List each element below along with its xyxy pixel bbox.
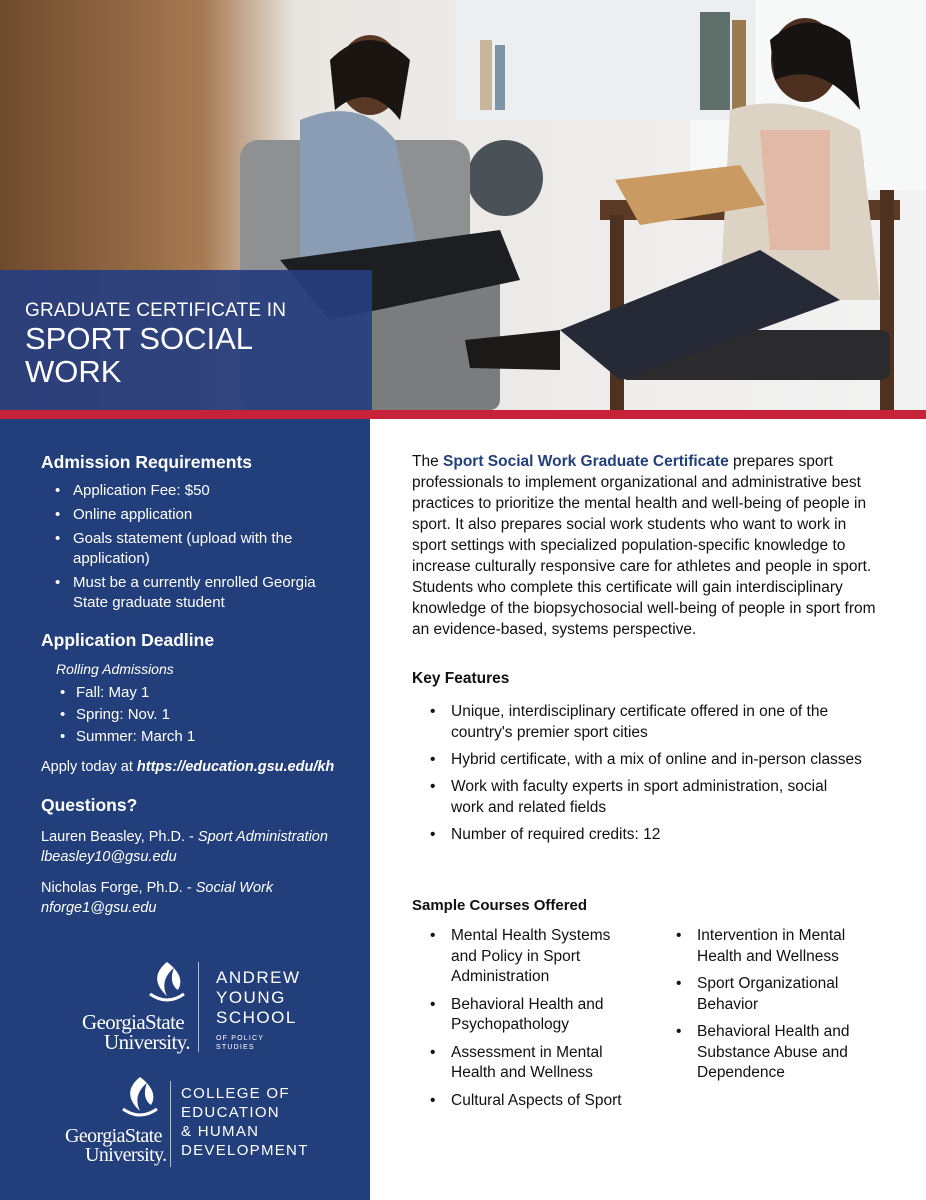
deadline-section <box>41 630 341 749</box>
admission-heading: Admission Requirements <box>41 452 253 472</box>
contact-name: Lauren Beasley, Ph.D. - <box>41 829 198 845</box>
list-item: • Sport Organizational Behavior <box>658 974 873 1015</box>
flame-icon <box>142 960 192 1006</box>
sample-courses-heading: Sample Courses Offered <box>412 897 588 914</box>
contact-email[interactable]: nforge1@gsu.edu <box>41 900 157 916</box>
college-of-education-logo <box>65 1075 325 1175</box>
list-item: • Mental Health Systems and Policy in Sport Administration <box>412 926 637 988</box>
contact-dept: Sport Administration <box>197 829 328 845</box>
contact-email[interactable]: lbeasley10@gsu.edu <box>41 849 177 865</box>
contact-beasley <box>41 827 341 867</box>
list-item: • Summer: March 1 <box>41 727 341 747</box>
intro-highlight: Sport Social Work Graduate Certificate <box>443 453 729 470</box>
list-item: • Application Fee: $50 <box>41 481 341 501</box>
school-sub-line: STUDIES <box>216 1044 255 1051</box>
list-item: • Intervention in Mental Health and Wellness <box>658 926 873 967</box>
list-item: • Online application <box>41 505 341 525</box>
title-pretitle: GRADUATE CERTIFICATE IN <box>25 300 287 321</box>
contact-dept: Social Work <box>195 880 274 896</box>
intro-paragraph <box>412 451 882 640</box>
rolling-admissions-note: Rolling Admissions <box>56 661 174 677</box>
gsu-wordmark-line1: GeorgiaState <box>65 1125 162 1147</box>
andrew-young-school-name <box>216 968 301 1028</box>
andrew-young-school-logo <box>82 960 342 1060</box>
key-features-heading: Key Features <box>412 670 510 687</box>
deadline-heading: Application Deadline <box>41 630 215 650</box>
intro-pre: The <box>412 453 444 470</box>
red-divider <box>0 410 926 419</box>
courses-col-2 <box>658 926 873 1091</box>
contact-forge <box>41 878 341 918</box>
list-item: • Cultural Aspects of Sport <box>412 1091 637 1112</box>
deadline-list <box>41 683 341 747</box>
gsu-wordmark-line1: GeorgiaState <box>82 1010 185 1034</box>
apply-line <box>41 759 341 775</box>
questions-section <box>41 795 341 918</box>
list-item: • Spring: Nov. 1 <box>41 705 341 725</box>
flame-icon <box>115 1075 165 1121</box>
list-item: • Fall: May 1 <box>41 683 341 703</box>
college-name-line: DEVELOPMENT <box>181 1142 309 1159</box>
intro-body: prepares sport professionals to implement organizational and administrative best practices to prioritize the mental health and well-being of people in sport. It also prepares social work students who want to work in sport settings with specialized population-specific knowledge to increase culturally responsive care for athletes and people in sport. Students who complete this certificate will gain interdisciplinary knowledge of the biopsychosocial well-being of people in sport from an evidence-based, systems perspective. <box>412 453 876 638</box>
school-subtitle <box>216 1034 264 1052</box>
sidebar <box>0 419 370 1200</box>
admission-section <box>41 452 341 617</box>
college-name-line: EDUCATION <box>181 1104 280 1121</box>
college-name <box>181 1084 309 1160</box>
page-title: SPORT SOCIAL WORK <box>25 321 252 389</box>
list-item: • Hybrid certificate, with a mix of online and in-person classes <box>412 749 862 770</box>
logo-divider <box>198 962 199 1052</box>
admission-list <box>41 481 341 613</box>
questions-heading: Questions? <box>41 795 138 815</box>
title-banner <box>0 270 372 410</box>
apply-link[interactable]: https://education.gsu.edu/kh <box>136 759 335 775</box>
apply-text: Apply today at <box>41 759 137 775</box>
contact-name: Nicholas Forge, Ph.D. - <box>41 880 196 896</box>
school-sub-line: OF POLICY <box>216 1035 265 1042</box>
gsu-wordmark-line2: University. <box>85 1144 167 1166</box>
college-name-line: COLLEGE OF <box>181 1085 290 1102</box>
list-item: • Unique, interdisciplinary certificate offered in one of the country's premier sport cities <box>412 701 862 743</box>
list-item: • Assessment in Mental Health and Wellness <box>412 1043 637 1084</box>
list-item: • Number of required credits: 12 <box>412 824 862 845</box>
courses-col-1 <box>412 926 637 1118</box>
list-item: • Behavioral Health and Psychopathology <box>412 995 637 1036</box>
logo-divider <box>170 1081 171 1167</box>
school-name-line: SCHOOL <box>216 1008 297 1027</box>
school-name-line: YOUNG <box>216 988 286 1007</box>
list-item: • Must be a currently enrolled Georgia State graduate student <box>41 573 341 613</box>
list-item: • Goals statement (upload with the application) <box>41 529 341 569</box>
key-features-list <box>412 701 862 851</box>
list-item: • Work with faculty experts in sport administration, social work and related fields <box>412 776 862 818</box>
school-name-line: ANDREW <box>216 968 301 987</box>
list-item: • Behavioral Health and Substance Abuse and Dependence <box>658 1022 873 1084</box>
college-name-line: & HUMAN <box>181 1123 260 1140</box>
gsu-wordmark-line2: University. <box>104 1030 190 1054</box>
